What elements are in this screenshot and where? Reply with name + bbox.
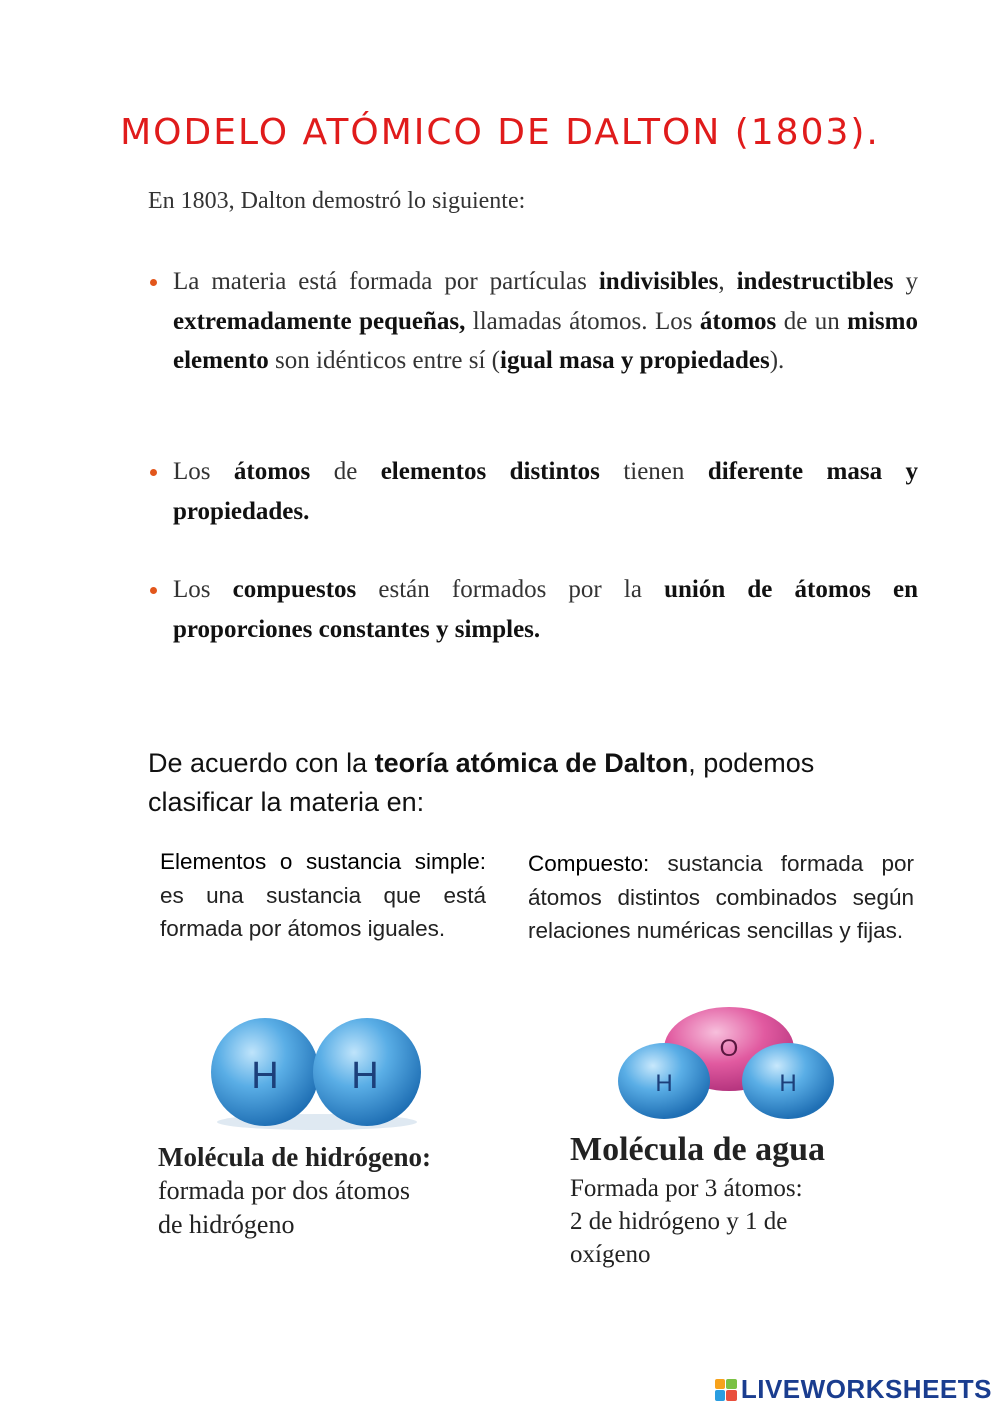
- water-molecule-illustration: [612, 1005, 842, 1125]
- body-text: están formados por la: [356, 576, 665, 603]
- atom-label: H: [655, 1070, 673, 1097]
- body-text: Los: [173, 458, 234, 485]
- postulate-item: [148, 452, 918, 570]
- emphasis-text: átomos: [233, 458, 311, 485]
- lead-bold: teoría atómica de Dalton: [374, 748, 689, 778]
- body-text: llamadas átomos. Los: [465, 307, 700, 335]
- body-text: Los: [173, 576, 233, 603]
- postulates-list: [148, 262, 918, 649]
- element-term: Elementos o sustancia simple:: [160, 849, 486, 874]
- water-caption-line: 2 de hidrógeno y 1 de: [570, 1208, 788, 1235]
- page-title: MODELO ATÓMICO DE DALTON (1803).: [120, 112, 880, 153]
- emphasis-text: unión de átomos en proporciones constantes y simples.: [173, 576, 919, 643]
- body-text: son idénticos entre sí (: [268, 347, 500, 374]
- body-text: de un: [776, 307, 848, 335]
- emphasis-text: igual masa y propiedades: [500, 347, 770, 374]
- emphasis-text: compuestos: [232, 576, 357, 603]
- lead-before: De acuerdo con la: [148, 748, 375, 778]
- postulate-item: [148, 262, 918, 452]
- compound-text: sustancia formada por átomos distintos combinados según relaciones numéricas sencillas y fijas.: [528, 851, 914, 943]
- brand-name: LIVEWORKSHEETS: [740, 1374, 992, 1404]
- water-caption-line: Formada por 3 átomos:: [570, 1175, 803, 1202]
- classification-lead: [148, 744, 918, 822]
- hydrogen-caption-head: Molécula de hidrógeno:: [158, 1142, 431, 1172]
- body-text: ).: [769, 347, 785, 374]
- atom-label: H: [251, 1055, 279, 1097]
- liveworksheets-icon: [715, 1379, 737, 1401]
- atom-label: O: [719, 1035, 739, 1062]
- emphasis-text: átomos: [699, 307, 777, 335]
- atom-label: H: [351, 1055, 379, 1097]
- body-text: de: [310, 458, 381, 485]
- hydrogen-caption-line: formada por dos átomos: [158, 1176, 411, 1205]
- atom-label: H: [779, 1070, 797, 1097]
- postulate-item: [148, 570, 918, 649]
- emphasis-text: extremadamente pequeñas,: [173, 307, 466, 335]
- body-text: y: [893, 268, 919, 295]
- hydrogen-caption-line: de hidrógeno: [158, 1210, 295, 1239]
- logo-square: [715, 1390, 726, 1401]
- logo-square: [715, 1379, 726, 1390]
- element-text: es una sustancia que está formada por átomos iguales.: [160, 882, 486, 941]
- compound-term: Compuesto:: [528, 851, 650, 876]
- hydrogen-caption: [158, 1140, 518, 1242]
- intro-text: En 1803, Dalton demostró lo siguiente:: [148, 188, 526, 214]
- body-text: ,: [718, 268, 737, 295]
- emphasis-text: indestructibles: [736, 268, 894, 295]
- hydrogen-molecule-illustration: [195, 1010, 435, 1135]
- water-caption-line: oxígeno: [570, 1241, 651, 1268]
- water-caption: [570, 1128, 910, 1271]
- emphasis-text: mismo elemento: [173, 307, 918, 374]
- body-text: La materia está formada por partículas: [173, 268, 599, 295]
- emphasis-text: diferente masa y propiedades.: [173, 458, 918, 525]
- water-caption-head: Molécula de agua: [570, 1131, 825, 1168]
- emphasis-text: indivisibles: [598, 268, 719, 295]
- liveworksheets-logo[interactable]: [715, 1374, 992, 1405]
- lead-after: , podemos clasificar la materia en:: [148, 748, 815, 817]
- logo-square: [726, 1379, 737, 1390]
- body-text: tienen: [599, 458, 708, 485]
- emphasis-text: elementos distintos: [380, 458, 600, 485]
- logo-square: [726, 1390, 737, 1401]
- element-definition: [160, 845, 486, 946]
- compound-definition: [528, 847, 914, 948]
